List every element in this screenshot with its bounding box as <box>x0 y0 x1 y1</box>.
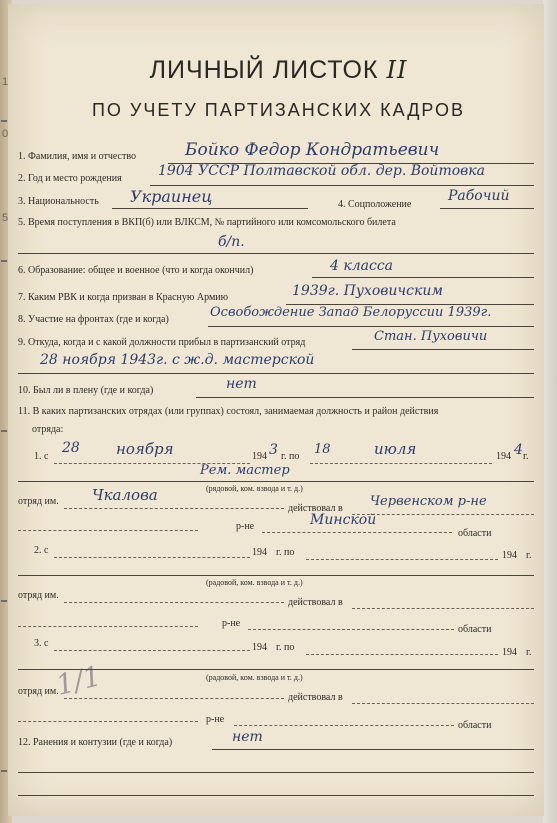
row3-year-end: 194 <box>502 647 517 658</box>
row3-acted-label: действовал в <box>288 692 343 703</box>
row3-district-line <box>234 725 454 726</box>
side-digit: 1 <box>2 76 9 88</box>
field-8-value: Освобождение Запад Белоруссии 1939г. <box>210 305 492 320</box>
row2-district-line <box>248 629 454 630</box>
row1-year-from-hw: 3 <box>269 442 278 458</box>
row2-position-caption: (радовой, ком. взвода и т. д.) <box>206 578 303 587</box>
row2-from-line <box>54 557 250 558</box>
row3-acted-line <box>352 703 534 704</box>
row1-day-from: 28 <box>62 440 80 456</box>
row2-oblast-label: области <box>458 624 492 635</box>
field-11-label-2: отряда: <box>32 424 64 435</box>
row2-num: 2. с <box>34 545 49 556</box>
field-1-label: 1. Фамилия, имя и отчество <box>18 151 137 162</box>
field-12-line <box>212 749 534 750</box>
row1-year-to-hw: 4 <box>514 442 523 458</box>
row1-region-value: Червенском р-не <box>370 494 487 509</box>
row3-to-line <box>306 654 498 655</box>
faded-stamp: 1/1 <box>52 659 105 702</box>
row1-month-to: июля <box>374 440 417 458</box>
field-6-label: 6. Образование: общее и военное (что и когда окончил) <box>18 265 254 276</box>
row1-district-line <box>262 532 452 533</box>
field-5-value: б/п. <box>218 234 245 250</box>
row2-acted-label: действовал в <box>288 597 343 608</box>
row3-g-po: г. по <box>276 642 295 653</box>
row2-position-line <box>18 575 534 576</box>
row1-year-to-suffix: г. <box>523 451 529 462</box>
row2-district-label: р-не <box>222 618 241 629</box>
field-5-line <box>18 253 534 254</box>
row1-district-value: Минской <box>310 512 377 528</box>
row1-detachment-label: отряд им. <box>18 496 59 507</box>
row3-position-caption: (радовой, ком. взвода и т. д.) <box>206 673 303 682</box>
field-3-line <box>112 208 308 209</box>
field-6-value: 4 класса <box>330 258 394 274</box>
field-4-value: Рабочий <box>448 188 510 204</box>
field-8-line <box>208 326 534 327</box>
row1-day-to: 18 <box>314 442 331 457</box>
row3-g: г. <box>526 647 532 658</box>
row2-g: г. <box>526 550 532 561</box>
field-12-value: нет <box>232 729 263 745</box>
field-12-line-3 <box>18 795 534 796</box>
row3-detachment-label: отряд им. <box>18 686 59 697</box>
field-6-line <box>312 277 534 278</box>
row2-year-end: 194 <box>502 550 517 561</box>
field-11-label: 11. В каких партизанских отрядах (или группах) состоял, занимаемая должность и район действия <box>18 406 439 417</box>
row1-g-po: г. по <box>281 451 300 462</box>
row2-g-po: г. по <box>276 547 295 558</box>
row3-detachment-line <box>64 698 284 699</box>
field-9-value-2: 28 ноября 1943г. с ж.д. мастерской <box>40 352 315 368</box>
row2-acted-line <box>352 608 534 609</box>
row2-district-left-line <box>18 626 198 627</box>
row1-acted-line <box>352 514 534 515</box>
field-4-line <box>440 208 534 209</box>
row2-detachment-label: отряд им. <box>18 590 59 601</box>
side-digit: 0 <box>2 128 9 140</box>
field-9-line <box>352 349 534 350</box>
field-9-value-1: Стан. Пуховичи <box>374 329 488 344</box>
field-2-value: 1904 УССР Полтавской обл. дер. Войтовка <box>158 163 486 179</box>
row1-month-from: ноября <box>116 440 174 458</box>
row3-num: 3. с <box>34 638 49 649</box>
row1-position-line <box>18 481 534 482</box>
field-8-label: 8. Участие на фронтах (где и когда) <box>18 314 169 325</box>
row2-year-mid: 194 <box>252 547 267 558</box>
field-9-label: 9. Откуда, когда и с какой должности прибыл в партизанский отряд <box>18 337 306 348</box>
row3-from-line <box>54 650 250 651</box>
field-3-label: 3. Национальность <box>18 196 99 207</box>
field-12-label: 12. Ранения и контузии (где и когда) <box>18 737 173 748</box>
row1-detachment-line <box>64 508 284 509</box>
form-title <box>0 56 557 85</box>
row1-position-caption: (рядовой, ком. взвода и т. д.) <box>206 484 303 493</box>
field-7-value: 1939г. Пуховичским <box>292 283 443 299</box>
field-1-value: Бойко Федор Кондратьевич <box>185 140 440 160</box>
side-digit: 5 <box>2 212 9 224</box>
row2-detachment-line <box>64 602 284 603</box>
field-2-label: 2. Год и место рождения <box>18 173 122 184</box>
row3-district-label: р-не <box>206 714 225 725</box>
field-7-label: 7. Каким РВК и когда призван в Красную Армию <box>18 292 229 303</box>
row1-position-value: Рем. мастер <box>200 463 290 478</box>
row1-detachment-value: Чкалова <box>92 486 158 504</box>
field-9-line-2 <box>18 373 534 374</box>
row1-to-line <box>310 463 492 464</box>
row2-to-line <box>306 559 498 560</box>
row1-acted-label: действовал в <box>288 503 343 514</box>
field-4-label: 4. Соцположение <box>338 199 412 210</box>
field-10-label: 10. Был ли в плену (где и когда) <box>18 385 154 396</box>
field-3-value: Украинец <box>130 187 213 206</box>
form-subtitle: ПО УЧЕТУ ПАРТИЗАНСКИХ КАДРОВ <box>91 100 466 120</box>
row1-year-to-mid: 194 <box>496 451 511 462</box>
form-title-text: ЛИЧНЫЙ ЛИСТОК <box>149 56 379 84</box>
form-title-suffix: II <box>386 56 408 84</box>
row1-num: 1. с <box>34 451 49 462</box>
row3-year-mid: 194 <box>252 642 267 653</box>
field-12-line-2 <box>18 772 534 773</box>
row1-year-from-mid: 194 <box>252 451 267 462</box>
row3-district-left-line <box>18 721 198 722</box>
field-5-label: 5. Время поступления в ВКП(б) или ВЛКСМ, № партийного или комсомольского билета <box>18 217 396 228</box>
row1-district-left-line <box>18 530 198 531</box>
field-10-line <box>196 397 534 398</box>
scan-right-edge <box>543 0 557 823</box>
row1-oblast-label: области <box>458 528 492 539</box>
field-10-value: нет <box>226 376 257 392</box>
row1-district-label: р-не <box>236 521 255 532</box>
row3-oblast-label: области <box>458 720 492 731</box>
field-2-line <box>150 185 534 186</box>
